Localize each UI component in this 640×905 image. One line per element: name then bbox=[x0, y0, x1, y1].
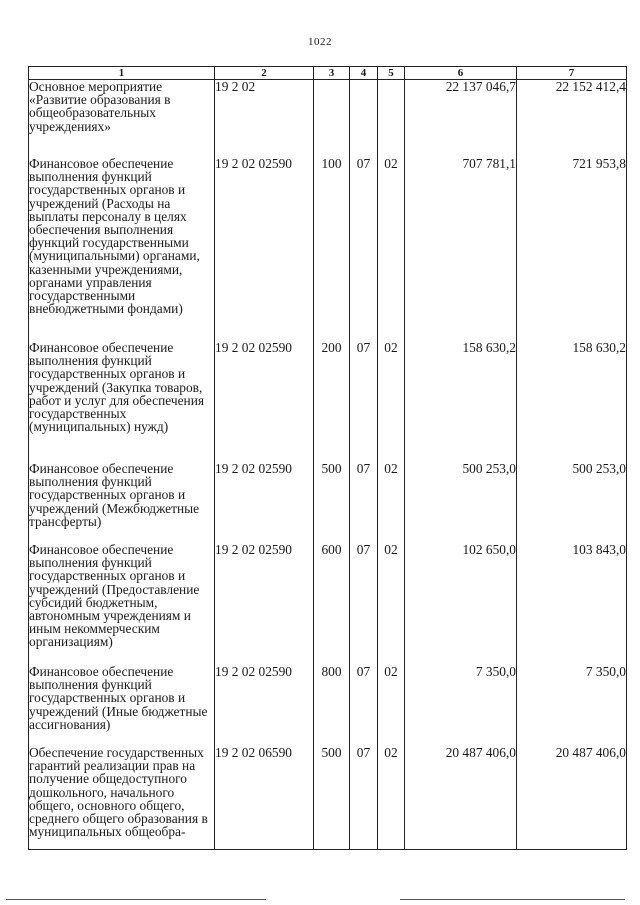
row-amount-1: 158 630,2 bbox=[405, 334, 517, 454]
column-header-1: 1 bbox=[29, 67, 215, 80]
page-number: 1022 bbox=[308, 36, 332, 48]
row-col5: 02 bbox=[378, 535, 405, 657]
row-col3: 500 bbox=[314, 454, 350, 535]
row-name: Финансовое обеспечение выполнения функций государственных органов и учреждений (Межбюджетные трансферты) bbox=[29, 454, 215, 535]
footer-rule-left bbox=[6, 899, 266, 900]
row-col4: 07 bbox=[350, 454, 378, 535]
row-code: 19 2 02 bbox=[215, 80, 314, 150]
row-code: 19 2 02 02590 bbox=[215, 454, 314, 535]
row-col4: 07 bbox=[350, 535, 378, 657]
row-col5: 02 bbox=[378, 738, 405, 850]
column-header-5: 5 bbox=[378, 67, 405, 80]
table-header-row bbox=[29, 67, 627, 80]
row-col4: 07 bbox=[350, 149, 378, 334]
row-name: Основное мероприятие «Развитие образования в общеобразовательных учреждениях» bbox=[29, 80, 215, 150]
row-amount-2: 20 487 406,0 bbox=[517, 738, 627, 850]
column-header-6: 6 bbox=[405, 67, 517, 80]
row-name: Финансовое обеспечение выполнения функций государственных органов и учреждений (Предоставление субсидий бюджетным, автономным учреждениям и иным некоммерческим организациям) bbox=[29, 535, 215, 657]
row-amount-2: 103 843,0 bbox=[517, 535, 627, 657]
table-row bbox=[29, 454, 627, 535]
row-col4: 07 bbox=[350, 657, 378, 738]
row-col5: 02 bbox=[378, 454, 405, 535]
row-col5 bbox=[378, 80, 405, 150]
row-amount-2: 500 253,0 bbox=[517, 454, 627, 535]
table-row bbox=[29, 334, 627, 454]
column-header-7: 7 bbox=[517, 67, 627, 80]
row-col5: 02 bbox=[378, 657, 405, 738]
footer-rule-right bbox=[400, 899, 625, 900]
row-col4: 07 bbox=[350, 738, 378, 850]
row-amount-1: 20 487 406,0 bbox=[405, 738, 517, 850]
row-amount-1: 500 253,0 bbox=[405, 454, 517, 535]
row-amount-2: 22 152 412,4 bbox=[517, 80, 627, 150]
row-name: Обеспечение государственных гарантий реализации прав на получение общедоступного дошкольного, начального общего, основного общего, среднего общего образования в муниципальных общеобра- bbox=[29, 738, 215, 850]
budget-table bbox=[28, 66, 627, 850]
row-amount-2: 7 350,0 bbox=[517, 657, 627, 738]
row-amount-1: 707 781,1 bbox=[405, 149, 517, 334]
row-code: 19 2 02 02590 bbox=[215, 334, 314, 454]
table-row bbox=[29, 657, 627, 738]
table-row bbox=[29, 80, 627, 150]
column-header-4: 4 bbox=[350, 67, 378, 80]
row-amount-1: 102 650,0 bbox=[405, 535, 517, 657]
row-col3: 800 bbox=[314, 657, 350, 738]
table-row bbox=[29, 149, 627, 334]
row-code: 19 2 02 02590 bbox=[215, 535, 314, 657]
row-col3: 100 bbox=[314, 149, 350, 334]
row-col5: 02 bbox=[378, 334, 405, 454]
table-row bbox=[29, 738, 627, 850]
row-amount-1: 7 350,0 bbox=[405, 657, 517, 738]
column-header-2: 2 bbox=[215, 67, 314, 80]
row-code: 19 2 02 06590 bbox=[215, 738, 314, 850]
row-col4 bbox=[350, 80, 378, 150]
row-name: Финансовое обеспечение выполнения функций государственных органов и учреждений (Закупка товаров, работ и услуг для обеспечения государственных (муниципальных) нужд) bbox=[29, 334, 215, 454]
row-amount-2: 721 953,8 bbox=[517, 149, 627, 334]
row-name: Финансовое обеспечение выполнения функций государственных органов и учреждений (Расходы на выплаты персоналу в целях обеспечения выполнения функций государственными (муниципальными) органами, казенными учреждениями, органами управления государственными внебюджетными фондами) bbox=[29, 149, 215, 334]
row-col3: 600 bbox=[314, 535, 350, 657]
row-col3: 500 bbox=[314, 738, 350, 850]
row-col5: 02 bbox=[378, 149, 405, 334]
row-name: Финансовое обеспечение выполнения функций государственных органов и учреждений (Иные бюджетные ассигнования) bbox=[29, 657, 215, 738]
row-col3: 200 bbox=[314, 334, 350, 454]
row-code: 19 2 02 02590 bbox=[215, 657, 314, 738]
row-amount-1: 22 137 046,7 bbox=[405, 80, 517, 150]
row-amount-2: 158 630,2 bbox=[517, 334, 627, 454]
column-header-3: 3 bbox=[314, 67, 350, 80]
row-code: 19 2 02 02590 bbox=[215, 149, 314, 334]
row-col3 bbox=[314, 80, 350, 150]
row-col4: 07 bbox=[350, 334, 378, 454]
table-row bbox=[29, 535, 627, 657]
